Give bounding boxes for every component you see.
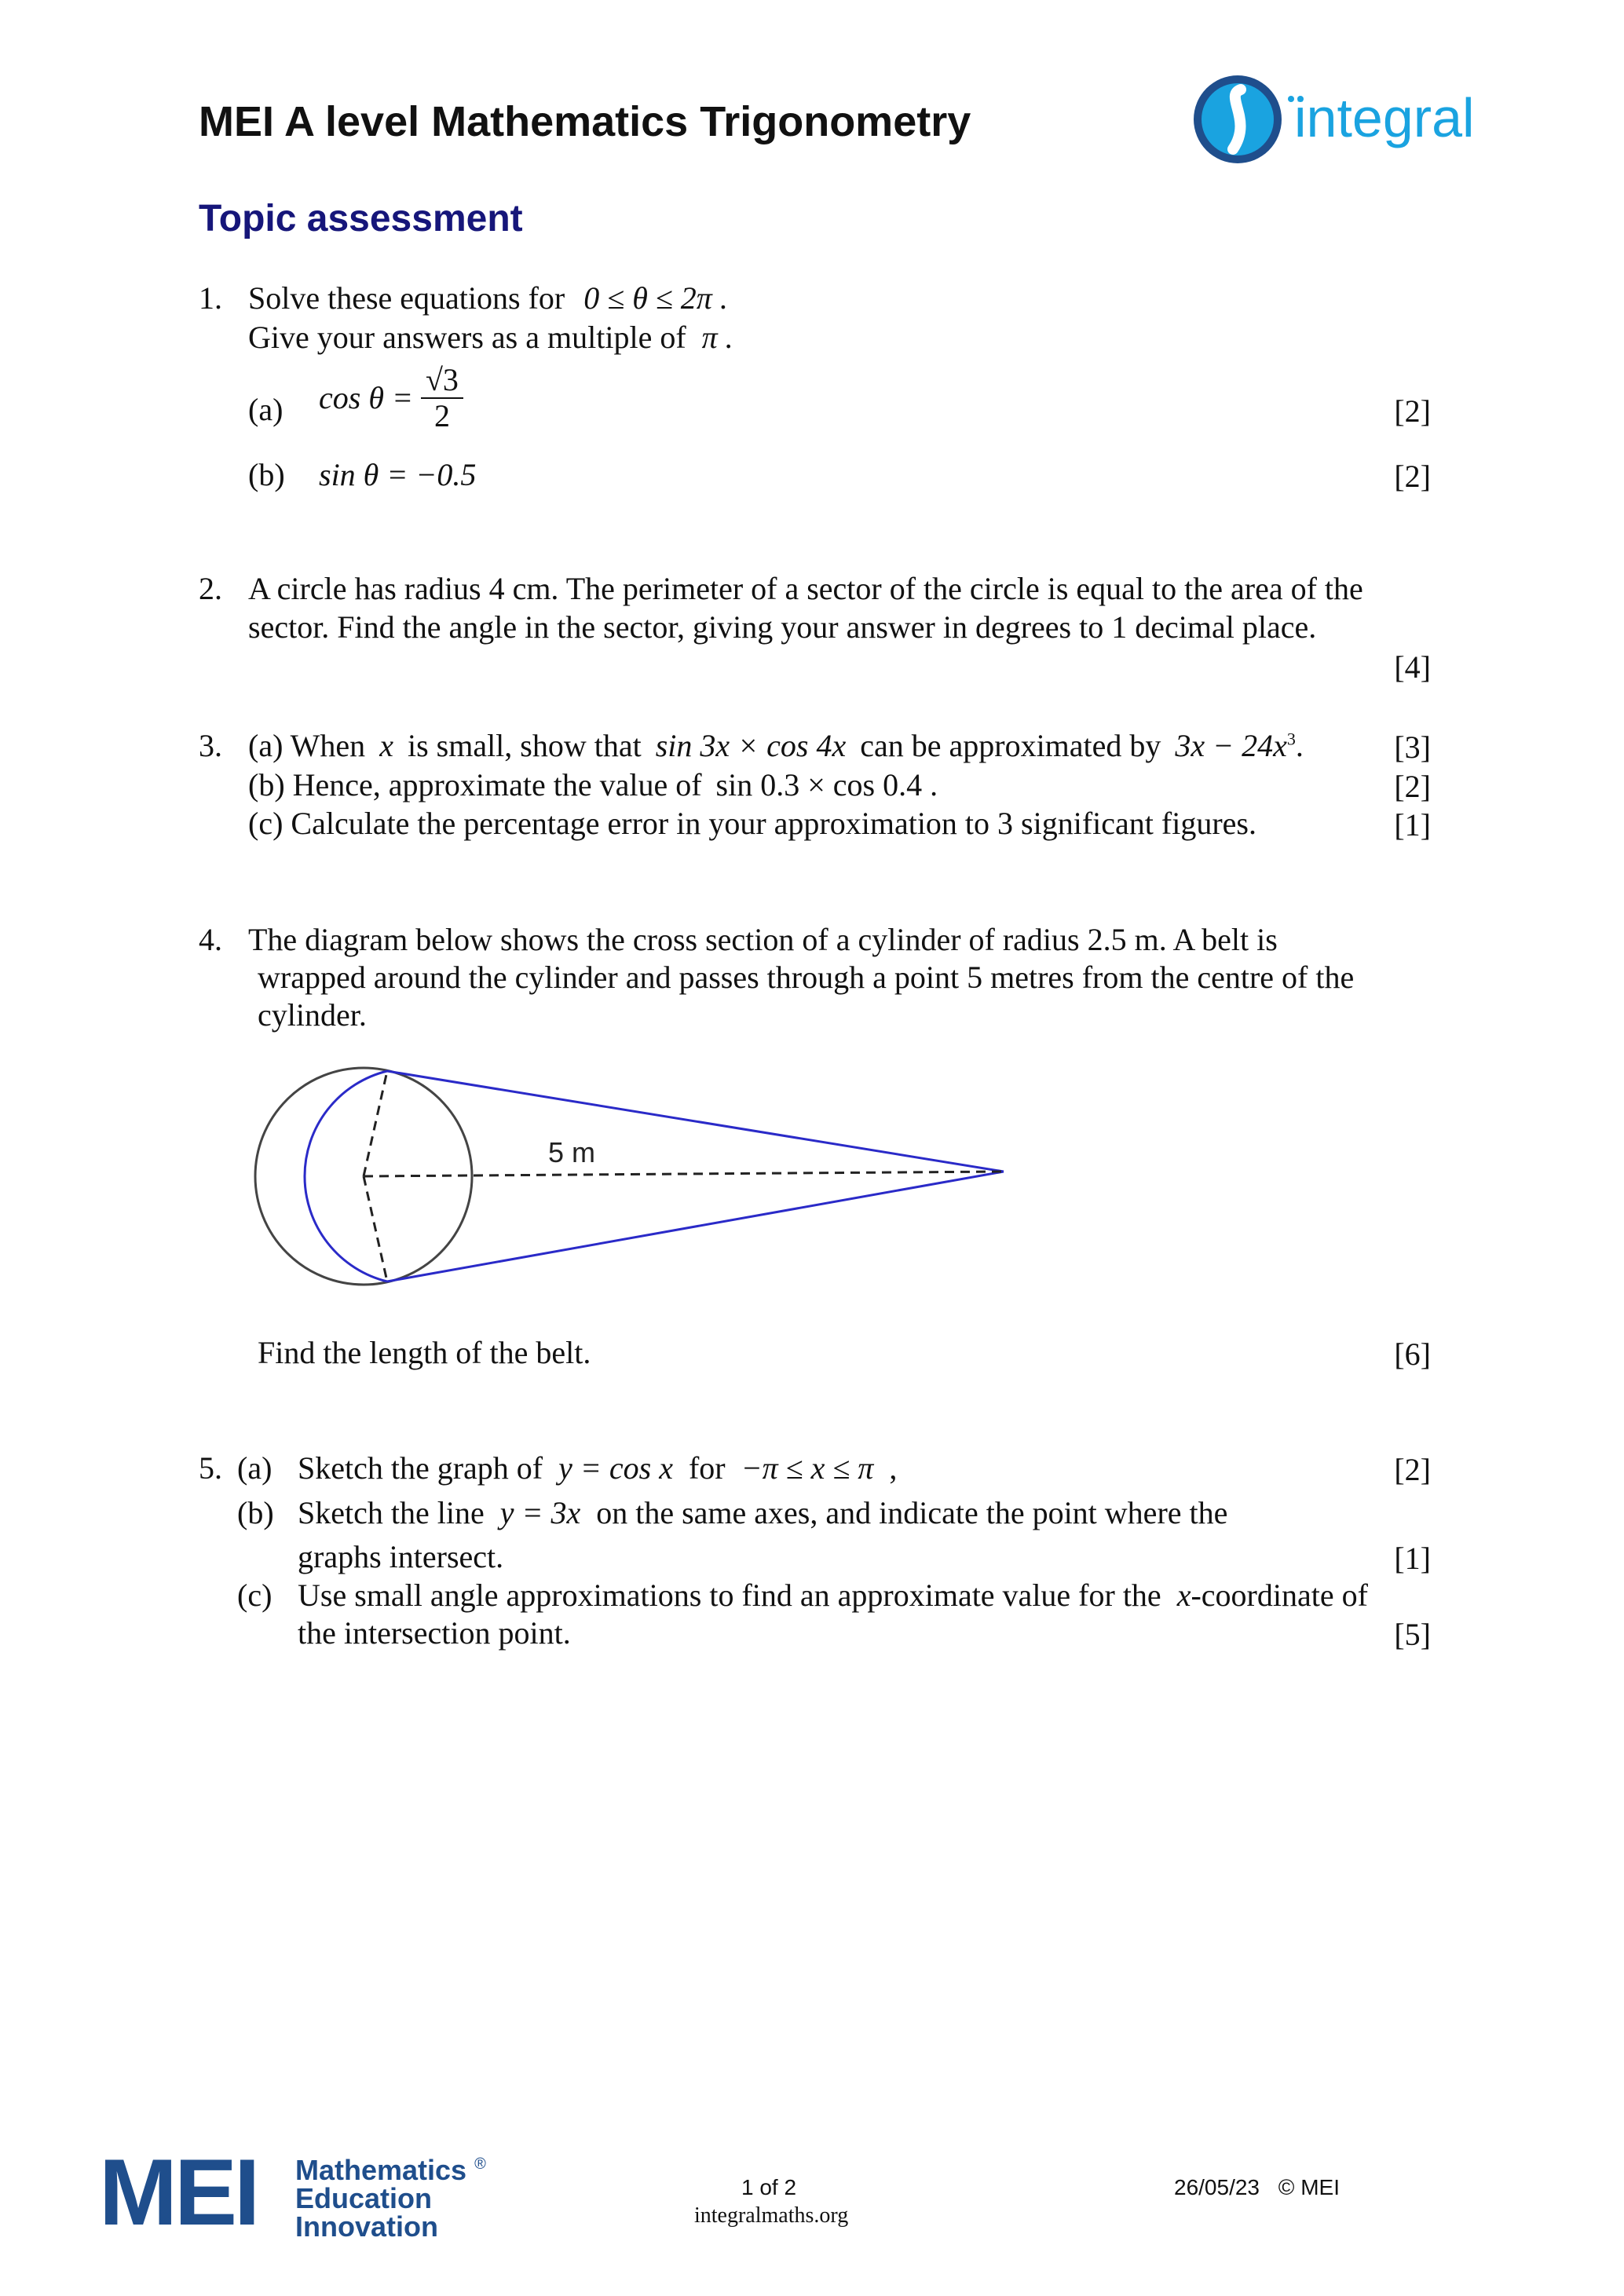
q1a-math-left: cos θ = xyxy=(319,380,413,415)
centre-line-dashed xyxy=(364,1172,1004,1176)
page-number: 1 of 2 xyxy=(741,2175,797,2199)
q5b-line1 xyxy=(298,1496,1227,1530)
q5b-text1: Sketch the line xyxy=(298,1495,485,1530)
q1a-denominator: 2 xyxy=(433,398,450,433)
q2-line2: sector. Find the angle in the sector, giving your answer in degrees to 1 decimal place. xyxy=(248,609,1317,645)
q3b-expr: sin 0.3 × cos 0.4 . xyxy=(715,767,938,803)
q5c-text2: -coordinate of xyxy=(1191,1578,1368,1613)
q1b-marks: [2] xyxy=(1394,459,1431,494)
q4-number: 4. xyxy=(199,922,222,957)
mei-logo-registered: ® xyxy=(474,2155,486,2173)
mei-logo-line2: Education xyxy=(295,2182,433,2214)
q5c-line1 xyxy=(298,1578,1368,1613)
q3a-approx: 3x − 24x xyxy=(1175,728,1287,763)
diagram-label-5m: 5 m xyxy=(548,1136,596,1168)
q1-number: 1. xyxy=(199,280,222,316)
q5a-expr: y = cos x xyxy=(558,1450,673,1486)
belt-diagram xyxy=(251,1060,1021,1296)
q3a-text2: is small, show that xyxy=(407,728,642,763)
q1a-equation xyxy=(319,363,463,433)
q5a-line xyxy=(298,1451,897,1486)
q3b-text: (b) Hence, approximate the value of xyxy=(248,767,702,803)
belt-arc xyxy=(305,1071,387,1281)
mei-logo-letters: MEI xyxy=(99,2140,258,2245)
q5b-expr: y = 3x xyxy=(499,1495,581,1530)
q5b-label: (b) xyxy=(237,1495,274,1530)
mei-logo-line1-text: Mathematics xyxy=(295,2154,467,2186)
footer-site: integralmaths.org xyxy=(694,2203,849,2228)
q4-marks: [6] xyxy=(1394,1336,1431,1372)
q1-line2-math: π . xyxy=(701,320,733,355)
q5a-text2: for xyxy=(688,1450,726,1486)
q1a-marks: [2] xyxy=(1394,393,1431,429)
q1a-numerator: √3 xyxy=(421,363,463,399)
footer-date-text: 26/05/23 xyxy=(1174,2175,1260,2199)
mei-logo-line3: Innovation xyxy=(295,2210,438,2243)
radius-upper-dashed xyxy=(364,1071,387,1176)
belt-lower-tangent xyxy=(387,1172,1004,1281)
mei-logo-line1 xyxy=(295,2156,486,2184)
radius-lower-dashed xyxy=(364,1176,387,1281)
q5c-line2: the intersection point. xyxy=(298,1615,571,1651)
section-title: Topic assessment xyxy=(199,198,523,239)
q5b-marks: [1] xyxy=(1394,1541,1431,1576)
q3b-marks: [2] xyxy=(1394,769,1431,804)
q2-number: 2. xyxy=(199,571,222,606)
q1-line2-text: Give your answers as a multiple of xyxy=(248,320,686,355)
page-title: MEI A level Mathematics Trigonometry xyxy=(199,98,971,145)
footer-copyright: © MEI xyxy=(1278,2175,1340,2199)
q4-find-text: Find the length of the belt. xyxy=(258,1335,591,1370)
q4-line3: cylinder. xyxy=(258,997,367,1033)
q1b-equation: sin θ = −0.5 xyxy=(319,457,477,492)
q3a-expr: sin 3x × cos 4x xyxy=(655,728,847,763)
q5b-line2: graphs intersect. xyxy=(298,1539,504,1574)
q3c-marks: [1] xyxy=(1394,807,1431,843)
footer-date xyxy=(1174,2175,1340,2200)
q4-line2: wrapped around the cylinder and passes through a point 5 metres from the centre of the xyxy=(258,960,1355,995)
integral-logo-text: integral xyxy=(1294,87,1475,148)
mei-logo xyxy=(99,2140,523,2245)
q3a-end: . xyxy=(1295,728,1304,763)
q2-marks: [4] xyxy=(1394,649,1431,685)
q5c-text1: Use small angle approximations to find an approximate value for the xyxy=(298,1578,1161,1613)
q5-number: 5. xyxy=(199,1450,222,1486)
q3a-marks: [3] xyxy=(1394,729,1431,765)
belt-upper-tangent xyxy=(387,1071,1004,1172)
q3a-x: x xyxy=(379,728,393,763)
q3c-line: (c) Calculate the percentage error in your approximation to 3 significant figures. xyxy=(248,806,1256,841)
q3a-line xyxy=(248,729,1304,763)
q5c-marks: [5] xyxy=(1394,1617,1431,1652)
q3a-text3: can be approximated by xyxy=(860,728,1161,763)
q5b-text2: on the same axes, and indicate the point where the xyxy=(596,1495,1228,1530)
q1-line1 xyxy=(248,281,728,316)
q1-line1-math: 0 ≤ θ ≤ 2π . xyxy=(583,280,728,316)
q1a-fraction xyxy=(421,363,463,433)
q1-line2 xyxy=(248,320,733,355)
q5a-label: (a) xyxy=(237,1450,272,1486)
q3-number: 3. xyxy=(199,728,222,763)
q4-line1: The diagram below shows the cross section of a cylinder of radius 2.5 m. A belt is xyxy=(248,922,1278,957)
q2-line1: A circle has radius 4 cm. The perimeter of a sector of the circle is equal to the area of the xyxy=(248,571,1363,606)
q5a-end: , xyxy=(889,1450,898,1486)
q3a-sup: 3 xyxy=(1286,729,1296,749)
q5c-label: (c) xyxy=(237,1578,272,1613)
q1-line1-text: Solve these equations for xyxy=(248,280,565,316)
q3a-text1: (a) When xyxy=(248,728,366,763)
q3b-line xyxy=(248,768,938,803)
q1a-label: (a) xyxy=(248,392,283,427)
q5a-text1: Sketch the graph of xyxy=(298,1450,543,1486)
q1b-label: (b) xyxy=(248,457,285,492)
q5c-x: x xyxy=(1176,1578,1191,1613)
integral-logo xyxy=(1192,72,1506,166)
q5a-marks: [2] xyxy=(1394,1452,1431,1487)
q5a-range: −π ≤ x ≤ π xyxy=(741,1450,874,1486)
